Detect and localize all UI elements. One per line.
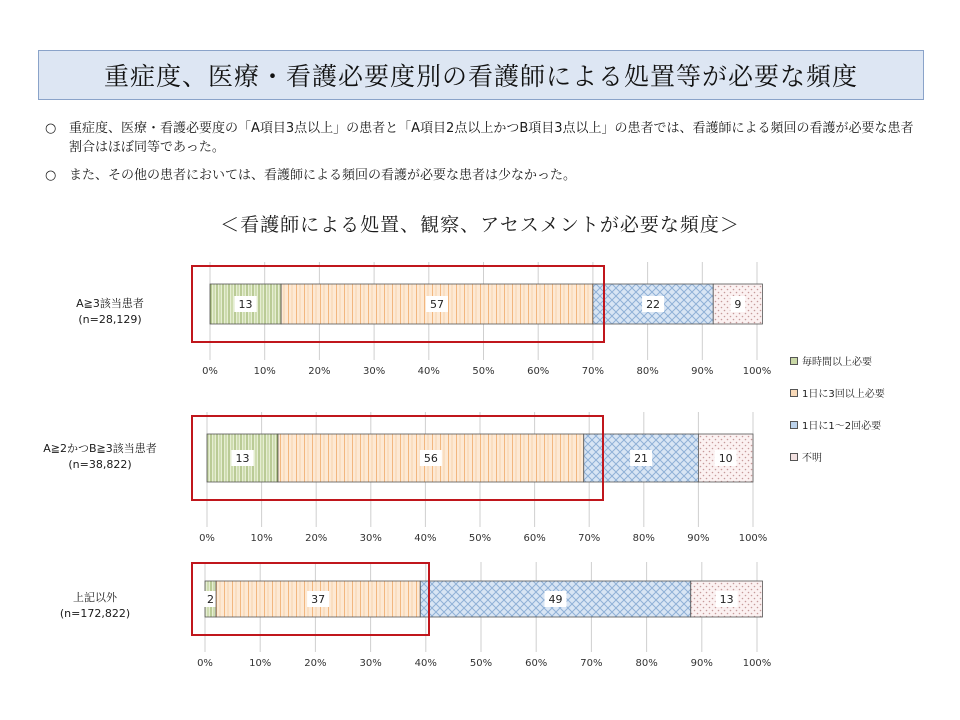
row-label-1 bbox=[5, 441, 195, 473]
x-tick-label: 20% bbox=[308, 366, 331, 377]
row-label-n: (n=172,822) bbox=[59, 607, 131, 620]
x-tick-label: 30% bbox=[362, 366, 386, 377]
legend-swatch-1-2-times-day bbox=[790, 421, 798, 429]
x-tick-label: 20% bbox=[305, 533, 328, 544]
legend-swatch-unknown bbox=[790, 453, 798, 461]
x-tick-label: 100% bbox=[742, 658, 772, 669]
data-label: 9 bbox=[734, 298, 742, 311]
legend-item-1 bbox=[790, 385, 885, 400]
chart-title: ＜看護師による処置、観察、アセスメントが必要な頻度＞ bbox=[220, 214, 740, 236]
x-tick-label: 100% bbox=[738, 533, 768, 544]
x-tick-label: 90% bbox=[687, 533, 710, 544]
row-label-0 bbox=[40, 296, 180, 328]
legend-label: 不明 bbox=[802, 453, 822, 464]
x-tick-label: 80% bbox=[632, 533, 655, 544]
x-tick-label: 30% bbox=[359, 658, 382, 669]
data-label: 56 bbox=[423, 452, 438, 465]
x-tick-label: 40% bbox=[414, 533, 437, 544]
x-tick-label: 40% bbox=[414, 658, 437, 669]
note-text: 重症度、医療・看護必要度の「A項目3点以上」の患者と「A項目2点以上かつB項目3点以上」の患者では、看護師による頻回の看護が必要な患者割合はほぼ同等であった。 bbox=[69, 121, 914, 155]
legend-label: 毎時間以上必要 bbox=[802, 357, 872, 368]
x-tick-label: 30% bbox=[359, 533, 382, 544]
x-tick-label: 10% bbox=[253, 366, 276, 377]
note-bullet: ○ bbox=[45, 121, 57, 136]
x-tick-label: 80% bbox=[635, 658, 658, 669]
x-tick-label: 100% bbox=[742, 366, 772, 377]
x-tick-label: 50% bbox=[472, 366, 495, 377]
x-tick-label: 10% bbox=[250, 533, 273, 544]
data-label: 13 bbox=[235, 452, 250, 465]
x-tick-label: 20% bbox=[304, 658, 327, 669]
note-bullet: ○ bbox=[45, 168, 57, 183]
x-tick-label: 10% bbox=[249, 658, 272, 669]
page-title: 重症度、医療・看護必要度別の看護師による処置等が必要な頻度 bbox=[103, 62, 858, 91]
row-label-name: 上記以外 bbox=[73, 591, 117, 604]
legend-item-3 bbox=[790, 449, 822, 464]
x-tick-label: 70% bbox=[581, 366, 605, 377]
row-label-2 bbox=[40, 590, 150, 622]
legend-label: 1日に1～2回必要 bbox=[802, 421, 882, 432]
data-label: 57 bbox=[430, 298, 445, 311]
x-tick-label: 70% bbox=[580, 658, 603, 669]
x-tick-label: 0% bbox=[197, 658, 213, 669]
legend-item-0 bbox=[790, 353, 872, 368]
legend-swatch-3-times-day bbox=[790, 389, 798, 397]
x-tick-label: 90% bbox=[690, 658, 713, 669]
x-tick-label: 40% bbox=[417, 366, 440, 377]
data-label: 21 bbox=[634, 452, 649, 465]
row-label-name: A≧3該当患者 bbox=[76, 297, 144, 310]
data-label: 10 bbox=[718, 452, 733, 465]
data-label: 13 bbox=[238, 298, 253, 311]
x-tick-label: 60% bbox=[523, 533, 546, 544]
legend-label: 1日に3回以上必要 bbox=[802, 389, 885, 400]
x-tick-label: 50% bbox=[468, 533, 492, 544]
data-label: 49 bbox=[548, 593, 563, 606]
data-label: 22 bbox=[646, 298, 661, 311]
legend-swatch-every-hour bbox=[790, 357, 798, 365]
note-text: また、その他の患者においては、看護師による頻回の看護が必要な患者は少なかった。 bbox=[69, 168, 577, 183]
x-tick-label: 0% bbox=[202, 366, 218, 377]
x-tick-label: 70% bbox=[578, 533, 601, 544]
x-tick-label: 60% bbox=[527, 366, 550, 377]
x-tick-label: 80% bbox=[636, 366, 659, 377]
data-label: 2 bbox=[207, 593, 215, 606]
legend-item-2 bbox=[790, 417, 881, 432]
row-label-n: (n=38,822) bbox=[68, 458, 132, 471]
data-label: 37 bbox=[311, 593, 326, 606]
x-tick-label: 0% bbox=[199, 533, 215, 544]
row-label-name: A≧2かつB≧3該当患者 bbox=[43, 442, 157, 455]
data-label: 13 bbox=[719, 593, 734, 606]
x-tick-label: 90% bbox=[691, 366, 714, 377]
x-tick-label: 50% bbox=[469, 658, 493, 669]
row-label-n: (n=28,129) bbox=[78, 313, 142, 326]
x-tick-label: 60% bbox=[525, 658, 548, 669]
